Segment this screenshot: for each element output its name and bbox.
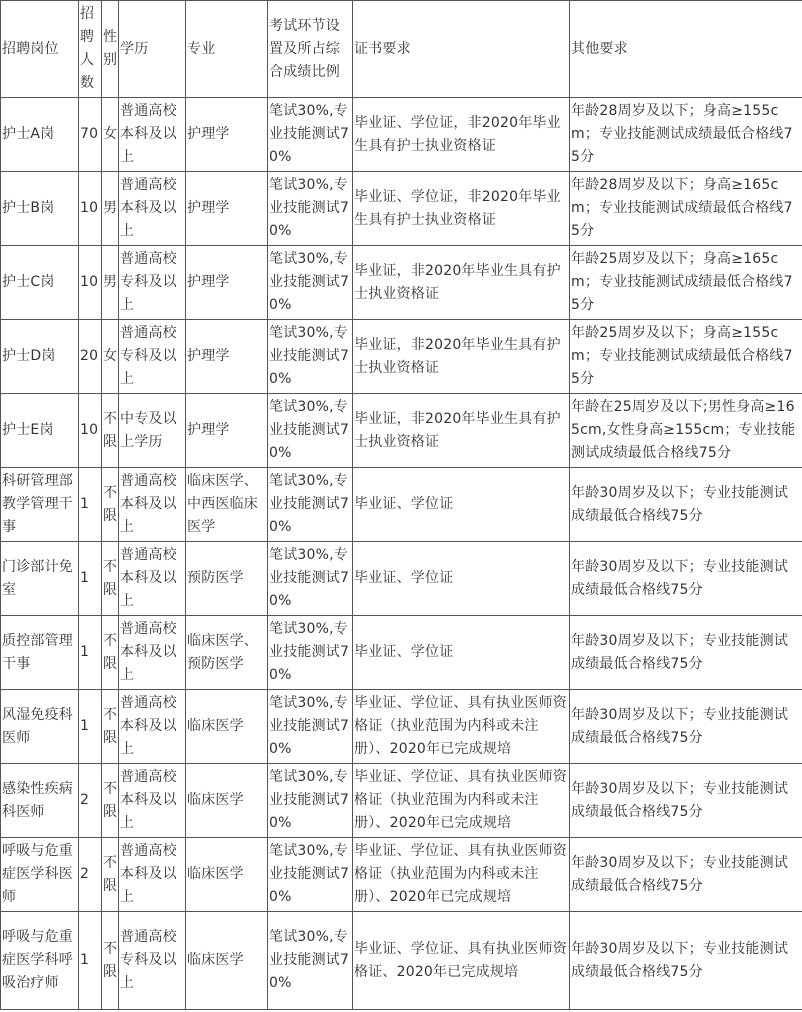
cell-major: 护理学 bbox=[186, 394, 268, 468]
header-major: 专业 bbox=[186, 1, 268, 98]
cell-position: 呼吸与危重症医学科呼吸治疗师 bbox=[1, 912, 79, 1010]
cell-gender: 男 bbox=[102, 172, 119, 246]
cell-major: 临床医学、预防医学 bbox=[186, 616, 268, 690]
cell-certificate: 毕业证、学位证、具有执业医师资格证（执业范围为内科或未注册）、2020年已完成规培 bbox=[353, 690, 570, 764]
cell-other: 年龄30周岁及以下；专业技能测试成绩最低合格线75分 bbox=[570, 838, 802, 912]
cell-major: 预防医学 bbox=[186, 542, 268, 616]
cell-major: 护理学 bbox=[186, 172, 268, 246]
cell-education: 普通高校本科及以上 bbox=[119, 172, 186, 246]
cell-exam: 笔试30%,专业技能测试70% bbox=[268, 394, 353, 468]
cell-certificate: 毕业证，非2020年毕业生具有护士执业资格证 bbox=[353, 246, 570, 320]
cell-gender: 女 bbox=[102, 98, 119, 172]
cell-other: 年龄30周岁及以下；专业技能测试成绩最低合格线75分 bbox=[570, 764, 802, 838]
cell-certificate: 毕业证、学位证，非2020年毕业生具有护士执业资格证 bbox=[353, 98, 570, 172]
cell-gender: 不限 bbox=[102, 394, 119, 468]
cell-gender: 不限 bbox=[102, 616, 119, 690]
cell-certificate: 毕业证、学位证、具有执业医师资格证（执业范围为内科或未注册）、2020年已完成规培 bbox=[353, 838, 570, 912]
cell-major: 临床医学 bbox=[186, 912, 268, 1010]
cell-education: 普通高校专科及以上 bbox=[119, 246, 186, 320]
table-row bbox=[1, 246, 802, 320]
cell-count: 1 bbox=[79, 912, 102, 1010]
cell-education: 普通高校专科及以上 bbox=[119, 320, 186, 394]
cell-count: 10 bbox=[79, 172, 102, 246]
cell-gender: 不限 bbox=[102, 764, 119, 838]
table-row bbox=[1, 98, 802, 172]
cell-gender: 女 bbox=[102, 320, 119, 394]
cell-exam: 笔试30%,专业技能测试70% bbox=[268, 172, 353, 246]
cell-other: 年龄28周岁及以下；身高≥155cm；专业技能测试成绩最低合格线75分 bbox=[570, 98, 802, 172]
header-position: 招聘岗位 bbox=[1, 1, 79, 98]
cell-certificate: 毕业证、学位证、具有执业医师资格证、2020年已完成规培 bbox=[353, 912, 570, 1010]
cell-exam: 笔试30%,专业技能测试70% bbox=[268, 838, 353, 912]
cell-count: 1 bbox=[79, 616, 102, 690]
cell-other: 年龄30周岁及以下；专业技能测试成绩最低合格线75分 bbox=[570, 616, 802, 690]
table-row bbox=[1, 838, 802, 912]
header-education: 学历 bbox=[119, 1, 186, 98]
cell-major: 临床医学 bbox=[186, 690, 268, 764]
cell-other: 年龄30周岁及以下；专业技能测试成绩最低合格线75分 bbox=[570, 912, 802, 1010]
table-row bbox=[1, 394, 802, 468]
cell-exam: 笔试30%,专业技能测试70% bbox=[268, 246, 353, 320]
cell-other: 年龄25周岁及以下；身高≥165cm；专业技能测试成绩最低合格线75分 bbox=[570, 246, 802, 320]
cell-major: 护理学 bbox=[186, 320, 268, 394]
cell-exam: 笔试30%,专业技能测试70% bbox=[268, 764, 353, 838]
cell-other: 年龄28周岁及以下；身高≥165cm；专业技能测试成绩最低合格线75分 bbox=[570, 172, 802, 246]
table-row bbox=[1, 616, 802, 690]
cell-gender: 男 bbox=[102, 246, 119, 320]
cell-education: 普通高校本科及以上 bbox=[119, 690, 186, 764]
cell-exam: 笔试30%,专业技能测试70% bbox=[268, 320, 353, 394]
cell-other: 年龄在25周岁及以下;男性身高≥165cm,女性身高≥155cm；专业技能测试成绩最低合格线75分 bbox=[570, 394, 802, 468]
cell-exam: 笔试30%,专业技能测试70% bbox=[268, 912, 353, 1010]
cell-count: 1 bbox=[79, 542, 102, 616]
cell-major: 护理学 bbox=[186, 246, 268, 320]
cell-education: 普通高校专科及以上 bbox=[119, 912, 186, 1010]
cell-position: 科研管理部教学管理干事 bbox=[1, 468, 79, 542]
table-row bbox=[1, 542, 802, 616]
header-other: 其他要求 bbox=[570, 1, 802, 98]
table-row bbox=[1, 320, 802, 394]
cell-position: 感染性疾病科医师 bbox=[1, 764, 79, 838]
cell-position: 门诊部计免室 bbox=[1, 542, 79, 616]
header-exam: 考试环节设置及所占综合成绩比例 bbox=[268, 1, 353, 98]
cell-position: 护士E岗 bbox=[1, 394, 79, 468]
cell-exam: 笔试30%,专业技能测试70% bbox=[268, 616, 353, 690]
cell-position: 风湿免疫科医师 bbox=[1, 690, 79, 764]
cell-position: 护士A岗 bbox=[1, 98, 79, 172]
cell-gender: 不限 bbox=[102, 838, 119, 912]
header-certificate: 证书要求 bbox=[353, 1, 570, 98]
cell-certificate: 毕业证、学位证 bbox=[353, 616, 570, 690]
cell-gender: 不限 bbox=[102, 690, 119, 764]
cell-position: 质控部管理干事 bbox=[1, 616, 79, 690]
table-row bbox=[1, 172, 802, 246]
cell-other: 年龄25周岁及以下；身高≥155cm；专业技能测试成绩最低合格线75分 bbox=[570, 320, 802, 394]
cell-position: 呼吸与危重症医学科医师 bbox=[1, 838, 79, 912]
cell-certificate: 毕业证，非2020年毕业生具有护士执业资格证 bbox=[353, 394, 570, 468]
cell-major: 临床医学、中西医临床医学 bbox=[186, 468, 268, 542]
header-count: 招聘人数 bbox=[79, 1, 102, 98]
cell-certificate: 毕业证、学位证 bbox=[353, 542, 570, 616]
cell-count: 1 bbox=[79, 468, 102, 542]
cell-count: 20 bbox=[79, 320, 102, 394]
cell-gender: 不限 bbox=[102, 468, 119, 542]
cell-other: 年龄30周岁及以下；专业技能测试成绩最低合格线75分 bbox=[570, 542, 802, 616]
cell-exam: 笔试30%,专业技能测试70% bbox=[268, 542, 353, 616]
cell-education: 普通高校本科及以上 bbox=[119, 468, 186, 542]
cell-education: 普通高校本科及以上 bbox=[119, 98, 186, 172]
cell-certificate: 毕业证、学位证 bbox=[353, 468, 570, 542]
cell-count: 2 bbox=[79, 838, 102, 912]
cell-major: 临床医学 bbox=[186, 764, 268, 838]
cell-gender: 不限 bbox=[102, 912, 119, 1010]
cell-exam: 笔试30%,专业技能测试70% bbox=[268, 468, 353, 542]
cell-position: 护士B岗 bbox=[1, 172, 79, 246]
cell-education: 普通高校本科及以上 bbox=[119, 616, 186, 690]
cell-education: 普通高校本科及以上 bbox=[119, 838, 186, 912]
cell-major: 临床医学 bbox=[186, 838, 268, 912]
cell-count: 10 bbox=[79, 246, 102, 320]
table-row bbox=[1, 468, 802, 542]
cell-count: 1 bbox=[79, 690, 102, 764]
cell-exam: 笔试30%,专业技能测试70% bbox=[268, 98, 353, 172]
cell-other: 年龄30周岁及以下；专业技能测试成绩最低合格线75分 bbox=[570, 690, 802, 764]
table-row bbox=[1, 764, 802, 838]
cell-count: 10 bbox=[79, 394, 102, 468]
cell-education: 普通高校本科及以上 bbox=[119, 542, 186, 616]
cell-education: 中专及以上学历 bbox=[119, 394, 186, 468]
cell-certificate: 毕业证、学位证、具有执业医师资格证（执业范围为内科或未注册）、2020年已完成规培 bbox=[353, 764, 570, 838]
table-row bbox=[1, 912, 802, 1010]
cell-other: 年龄30周岁及以下；专业技能测试成绩最低合格线75分 bbox=[570, 468, 802, 542]
header-row bbox=[1, 1, 802, 98]
cell-education: 普通高校本科及以上 bbox=[119, 764, 186, 838]
cell-count: 2 bbox=[79, 764, 102, 838]
cell-certificate: 毕业证，非2020年毕业生具有护士执业资格证 bbox=[353, 320, 570, 394]
cell-count: 70 bbox=[79, 98, 102, 172]
table-row bbox=[1, 690, 802, 764]
cell-exam: 笔试30%,专业技能测试70% bbox=[268, 690, 353, 764]
cell-certificate: 毕业证、学位证，非2020年毕业生具有护士执业资格证 bbox=[353, 172, 570, 246]
header-gender: 性别 bbox=[102, 1, 119, 98]
cell-position: 护士D岗 bbox=[1, 320, 79, 394]
cell-major: 护理学 bbox=[186, 98, 268, 172]
cell-gender: 不限 bbox=[102, 542, 119, 616]
cell-position: 护士C岗 bbox=[1, 246, 79, 320]
